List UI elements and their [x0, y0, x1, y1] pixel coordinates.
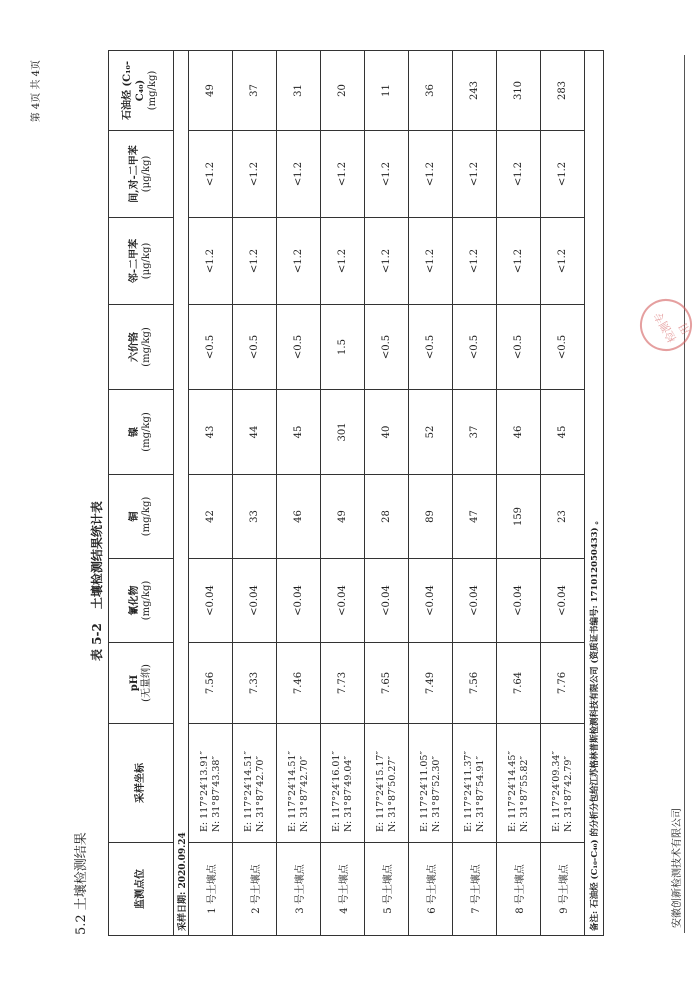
- table-number: 表 5-2: [90, 623, 104, 661]
- cell-tph: 49: [189, 51, 233, 131]
- cell-tph: 37: [233, 51, 277, 131]
- table-row: [541, 51, 585, 936]
- note-row: [585, 51, 604, 936]
- cell-cyanide: <0.04: [497, 559, 541, 643]
- cell-coord: E: 117°24′16.01″ N: 31°87′49.04″: [321, 724, 365, 843]
- table-title: 土壤检测结果统计表: [90, 501, 104, 610]
- cell-point: 8 号土壤点: [497, 843, 541, 936]
- cell-cu: 159: [497, 475, 541, 559]
- cell-cyanide: <0.04: [365, 559, 409, 643]
- stamp-text: 检测专用: [651, 309, 694, 345]
- cell-cyanide: <0.04: [189, 559, 233, 643]
- table-row: [365, 51, 409, 936]
- soil-results-table: [108, 50, 604, 936]
- col-header-coord: 采样坐标: [109, 724, 174, 843]
- cell-cyanide: <0.04: [453, 559, 497, 643]
- cell-tph: 283: [541, 51, 585, 131]
- cell-cr6: <0.5: [233, 305, 277, 390]
- cell-cu: 46: [277, 475, 321, 559]
- cell-tph: 36: [409, 51, 453, 131]
- header-row: [109, 51, 174, 936]
- cell-oxylene: <1.2: [453, 218, 497, 305]
- cell-tph: 310: [497, 51, 541, 131]
- col-header-cr6: 六价铬 (mg/kg): [109, 305, 174, 390]
- cell-cu: 28: [365, 475, 409, 559]
- cell-cu: 33: [233, 475, 277, 559]
- col-header-tph: 石油烃 (C₁₀-C₄₀) (mg/kg): [109, 51, 174, 131]
- cell-cr6: 1.5: [321, 305, 365, 390]
- col-header-mpxylene: 间,对-二甲苯 (μg/kg): [109, 131, 174, 218]
- cell-ph: 7.73: [321, 643, 365, 724]
- cell-oxylene: <1.2: [497, 218, 541, 305]
- page-number: 第 4页 共 4页: [31, 60, 42, 123]
- table-row: [453, 51, 497, 936]
- cell-oxylene: <1.2: [365, 218, 409, 305]
- cell-cu: 89: [409, 475, 453, 559]
- cell-ph: 7.76: [541, 643, 585, 724]
- cell-cu: 23: [541, 475, 585, 559]
- cell-cyanide: <0.04: [277, 559, 321, 643]
- cell-oxylene: <1.2: [233, 218, 277, 305]
- sampling-date-row: [174, 51, 189, 936]
- cell-cr6: <0.5: [497, 305, 541, 390]
- cell-cr6: <0.5: [409, 305, 453, 390]
- cell-tph: 31: [277, 51, 321, 131]
- cell-ph: 7.33: [233, 643, 277, 724]
- cell-point: 4 号土壤点: [321, 843, 365, 936]
- cell-ni: 40: [365, 390, 409, 475]
- cell-mpxylene: <1.2: [409, 131, 453, 218]
- cell-mpxylene: <1.2: [233, 131, 277, 218]
- cell-coord: E: 117°24′14.45″ N: 31°87′55.82″: [497, 724, 541, 843]
- cell-point: 3 号土壤点: [277, 843, 321, 936]
- cell-point: 2 号土壤点: [233, 843, 277, 936]
- cell-ni: 44: [233, 390, 277, 475]
- cell-ph: 7.64: [497, 643, 541, 724]
- cell-oxylene: <1.2: [189, 218, 233, 305]
- cell-ph: 7.56: [453, 643, 497, 724]
- table-row: [321, 51, 365, 936]
- cell-ni: 45: [277, 390, 321, 475]
- col-header-point: 监测点位: [109, 843, 174, 936]
- cell-cyanide: <0.04: [321, 559, 365, 643]
- cell-ni: 52: [409, 390, 453, 475]
- cell-cr6: <0.5: [541, 305, 585, 390]
- cell-cr6: <0.5: [365, 305, 409, 390]
- cell-cr6: <0.5: [453, 305, 497, 390]
- cell-cr6: <0.5: [277, 305, 321, 390]
- cell-ni: 43: [189, 390, 233, 475]
- inspection-stamp: [630, 289, 699, 360]
- cell-mpxylene: <1.2: [365, 131, 409, 218]
- cell-tph: 20: [321, 51, 365, 131]
- sampling-date: 采样日期: 2020.09.24: [174, 51, 189, 936]
- cell-point: 6 号土壤点: [409, 843, 453, 936]
- cell-point: 5 号土壤点: [365, 843, 409, 936]
- cell-oxylene: <1.2: [321, 218, 365, 305]
- cell-cyanide: <0.04: [409, 559, 453, 643]
- cell-ph: 7.65: [365, 643, 409, 724]
- cell-ni: 45: [541, 390, 585, 475]
- cell-coord: E: 117°24′11.05″ N: 31°87′52.30″: [409, 724, 453, 843]
- cell-cu: 49: [321, 475, 365, 559]
- cell-point: 1 号土壤点: [189, 843, 233, 936]
- cell-ph: 7.46: [277, 643, 321, 724]
- cell-oxylene: <1.2: [541, 218, 585, 305]
- cell-mpxylene: <1.2: [541, 131, 585, 218]
- cell-mpxylene: <1.2: [189, 131, 233, 218]
- cell-cyanide: <0.04: [541, 559, 585, 643]
- cell-cu: 42: [189, 475, 233, 559]
- cell-ni: 46: [497, 390, 541, 475]
- header-rule: [684, 55, 685, 933]
- cell-ni: 301: [321, 390, 365, 475]
- cell-coord: E: 117°24′14.51″ N: 31°87′42.70″: [233, 724, 277, 843]
- cell-coord: E: 117°24′13.91″ N: 31°87′43.38″: [189, 724, 233, 843]
- cell-ph: 7.49: [409, 643, 453, 724]
- col-header-cu: 铜 (mg/kg): [109, 475, 174, 559]
- cell-cu: 47: [453, 475, 497, 559]
- cell-mpxylene: <1.2: [453, 131, 497, 218]
- col-header-ni: 镍 (mg/kg): [109, 390, 174, 475]
- cell-mpxylene: <1.2: [277, 131, 321, 218]
- cell-coord: E: 117°24′11.37″ N: 31°87′54.91″: [453, 724, 497, 843]
- table-row: [277, 51, 321, 936]
- cell-tph: 243: [453, 51, 497, 131]
- cell-oxylene: <1.2: [277, 218, 321, 305]
- cell-oxylene: <1.2: [409, 218, 453, 305]
- col-header-cyanide: 氰化物 (mg/kg): [109, 559, 174, 643]
- table-caption: [88, 501, 105, 661]
- col-header-ph: pH (无量纲): [109, 643, 174, 724]
- table-note: 备注: 石油烃 (C₁₀-C₄₀) 的分析分包给江苏格林普斯检测科技有限公司 (资质证书编号: 171012050433) 。: [585, 51, 604, 936]
- section-title: 5.2 土壤检测结果: [74, 832, 89, 935]
- cell-point: 9 号土壤点: [541, 843, 585, 936]
- cell-ni: 37: [453, 390, 497, 475]
- table-row: [497, 51, 541, 936]
- cell-cr6: <0.5: [189, 305, 233, 390]
- cell-point: 7 号土壤点: [453, 843, 497, 936]
- cell-cyanide: <0.04: [233, 559, 277, 643]
- cell-mpxylene: <1.2: [497, 131, 541, 218]
- cell-ph: 7.56: [189, 643, 233, 724]
- cell-mpxylene: <1.2: [321, 131, 365, 218]
- table-row: [189, 51, 233, 936]
- cell-coord: E: 117°24′14.51″ N: 31°87′42.70″: [277, 724, 321, 843]
- company-name: 安徽创新检测技术有限公司: [672, 808, 683, 928]
- table-row: [233, 51, 277, 936]
- cell-coord: E: 117°24′09.34″ N: 31°87′42.79″: [541, 724, 585, 843]
- table-row: [409, 51, 453, 936]
- cell-coord: E: 117°24′15.17″ N: 31°87′50.27″: [365, 724, 409, 843]
- col-header-oxylene: 邻-二甲苯 (μg/kg): [109, 218, 174, 305]
- cell-tph: 11: [365, 51, 409, 131]
